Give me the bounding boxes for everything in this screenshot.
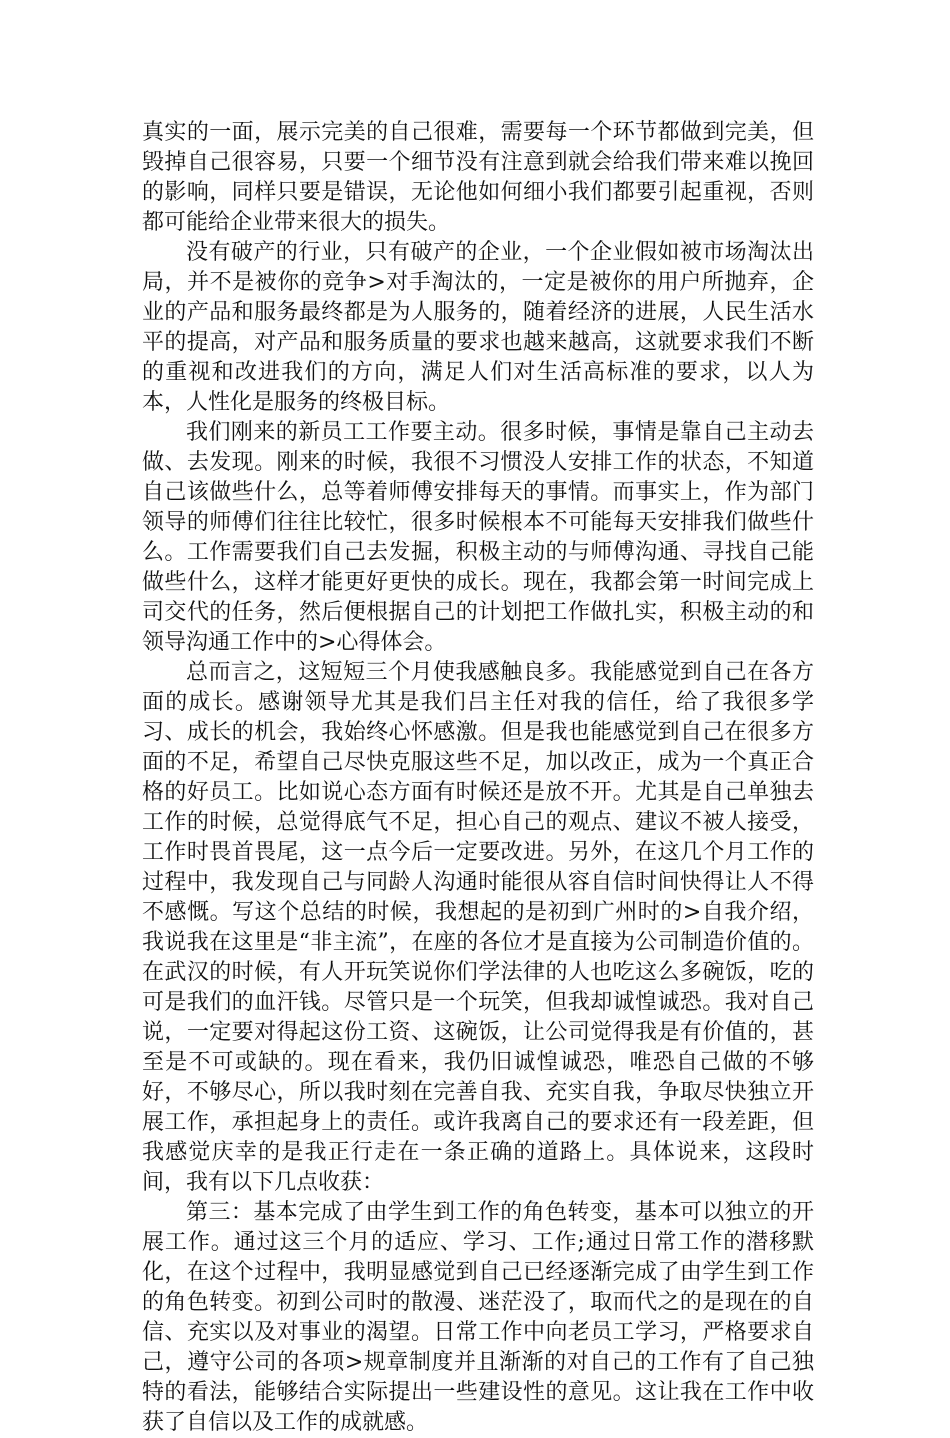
document-body bbox=[142, 118, 814, 1438]
paragraph-4: 总而言之，这短短三个月使我感触良多。我能感觉到自己在各方面的成长。感谢领导尤其是我们吕主任对我的信任，给了我很多学习、成长的机会，我始终心怀感激。但是我也能感觉到自己在很多方面的不足，希望自己尽快克服这些不足，加以改正，成为一个真正合格的好员工。比如说心态方面有时候还是放不开。尤其是自己单独去工作的时候，总觉得底气不足，担心自己的观点、建议不被人接受，工作时畏首畏尾，这一点今后一定要改进。另外，在这几个月工作的过程中，我发现自己与同龄人沟通时能很从容自信时间快得让人不得不感慨。写这个总结的时候，我想起的是初到广州时的>自我介绍，我说我在这里是“非主流”，在座的各位才是直接为公司制造价值的。在武汉的时候，有人开玩笑说你们学法律的人也吃这么多碗饭，吃的可是我们的血汗钱。尽管只是一个玩笑，但我却诚惶诚恐。我对自己说，一定要对得起这份工资、这碗饭，让公司觉得我是有价值的，甚至是不可或缺的。现在看来，我仍旧诚惶诚恐，唯恐自己做的不够好，不够尽心，所以我时刻在完善自我、充实自我，争取尽快独立开展工作，承担起身上的责任。或许我离自己的要求还有一段差距，但我感觉庆幸的是我正行走在一条正确的道路上。具体说来，这段时间，我有以下几点收获： bbox=[142, 660, 814, 1195]
paragraph-2: 没有破产的行业，只有破产的企业，一个企业假如被市场淘汰出局，并不是被你的竞争>对手淘汰的，一定是被你的用户所抛弃，企业的产品和服务最终都是为人服务的，随着经济的进展，人民生活水平的提高，对产品和服务质量的要求也越来越高，这就要求我们不断的重视和改进我们的方向，满足人们对生活高标准的要求，以人为本，人性化是服务的终极目标。 bbox=[142, 240, 814, 415]
paragraph-1: 真实的一面，展示完美的自己很难，需要每一个环节都做到完美，但毁掉自己很容易，只要一个细节没有注意到就会给我们带来难以挽回的影响，同样只要是错误，无论他如何细小我们都要引起重视，否则都可能给企业带来很大的损失。 bbox=[142, 120, 814, 235]
paragraph-3: 我们刚来的新员工工作要主动。很多时候，事情是靠自己主动去做、去发现。刚来的时候，我很不习惯没人安排工作的状态，不知道自己该做些什么，总等着师傅安排每天的事情。而事实上，作为部门领导的师傅们往往比较忙，很多时候根本不可能每天安排我们做些什么。工作需要我们自己去发掘，积极主动的与师傅沟通、寻找自己能做些什么，这样才能更好更快的成长。现在，我都会第一时间完成上司交代的任务，然后便根据自己的计划把工作做扎实，积极主动的和领导沟通工作中的>心得体会。 bbox=[142, 420, 814, 655]
paragraph-5: 第三：基本完成了由学生到工作的角色转变，基本可以独立的开展工作。通过这三个月的适应、学习、工作;通过日常工作的潜移默化，在这个过程中，我明显感觉到自己已经逐渐完成了由学生到工作的角色转变。初到公司时的散漫、迷茫没了，取而代之的是现在的自信、充实以及对事业的渴望。日常工作中向老员工学习，严格要求自己，遵守公司的各项>规章制度并且渐渐的对自己的工作有了自己独特的看法，能够结合实际提出一些建设性的意见。这让我在工作中收获了自信以及工作的成就感。 bbox=[142, 1200, 814, 1435]
